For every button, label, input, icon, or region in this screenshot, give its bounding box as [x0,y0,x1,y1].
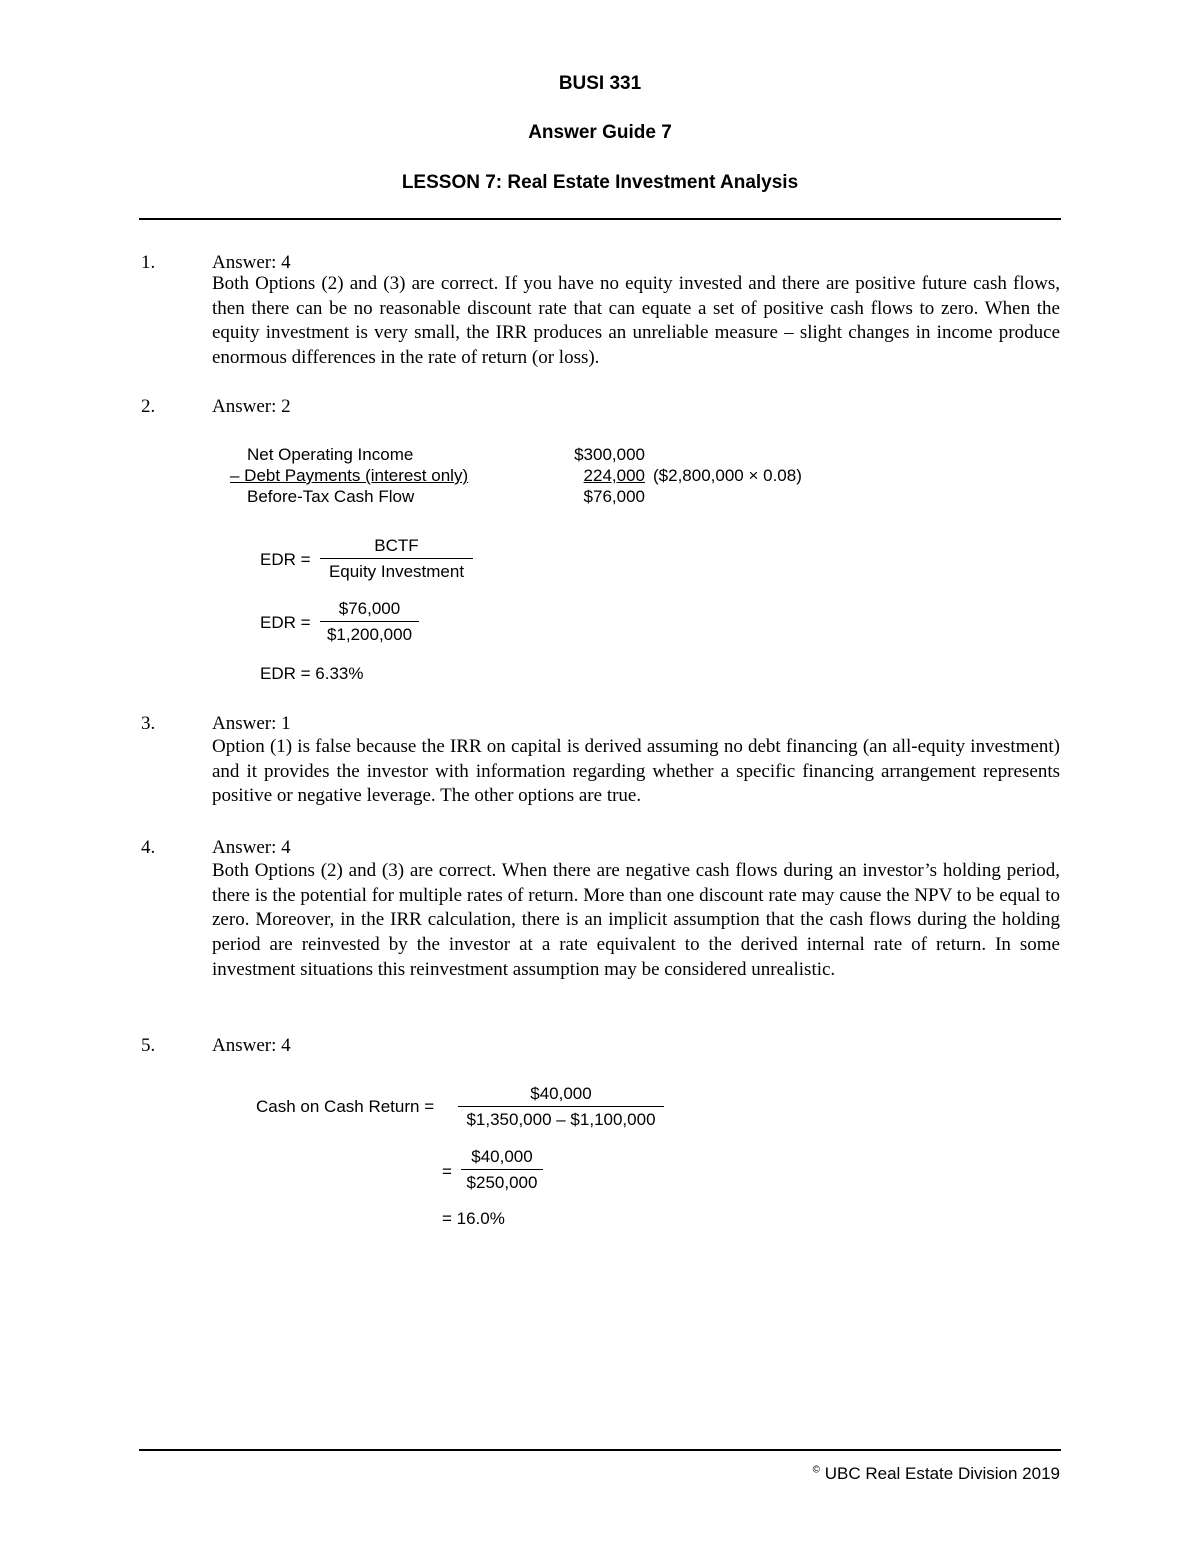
footer-text: UBC Real Estate Division 2019 [824,1464,1060,1483]
lesson-title: LESSON 7: Real Estate Investment Analysis [401,172,799,193]
cash-on-cash-equals: = [442,1162,452,1181]
edr-calc-denominator: $1,200,000 [326,625,413,644]
question-3-explanation: Option (1) is false because the IRR on capital is derived assuming no debt financing (an all-equity investment) and it provides the investor with information regarding whether a specific financing arrangement represents positive or negative leverage. The other options are true. [212,736,1060,807]
question-5-answer: Answer: 4 [212,1035,291,1056]
cashflow-label-debt: – Debt Payments (interest only) [230,466,469,485]
question-4-number: 4. [141,837,156,858]
cashflow-value-debt: 224,000 [583,466,645,485]
cashflow-note-debt: ($2,800,000 × 0.08) [653,466,802,485]
cash-on-cash-numerator-1: $40,000 [458,1084,664,1107]
cash-on-cash-numerator-2: $40,000 [461,1147,543,1170]
cash-on-cash-fraction-2 [461,1147,543,1193]
copyright-symbol: © [812,1464,820,1476]
cash-on-cash-result: = 16.0% [442,1209,505,1228]
footer-copyright [813,1464,1060,1484]
question-1-explanation: Both Options (2) and (3) are correct. If you have no equity invested and there are positive future cash flows, then there can be no reasonable discount rate that can equate a set of positive cash flows to zero. When the equity investment is very small, the IRR produces an unreliable measure – slight changes in income produce enormous differences in the rate of return (or loss). [212,273,1060,369]
cash-on-cash-fraction-1 [458,1084,664,1130]
edr-calc-fraction [320,599,419,645]
question-1-answer: Answer: 4 [212,252,291,273]
guide-title: Answer Guide 7 [528,122,672,143]
edr-formula-fraction [320,536,473,582]
course-title: BUSI 331 [558,73,642,94]
edr-label-1: EDR = [260,550,311,569]
question-3-number: 3. [141,713,156,734]
cashflow-label-btcf: Before-Tax Cash Flow [247,487,415,506]
cash-on-cash-label: Cash on Cash Return = [256,1097,435,1116]
question-1-number: 1. [141,252,156,273]
cash-on-cash-denominator-2: $250,000 [466,1173,538,1192]
edr-calc-numerator: $76,000 [320,599,419,622]
cashflow-value-btcf: $76,000 [583,487,645,506]
question-4-answer: Answer: 4 [212,837,291,858]
edr-formula-denominator: Equity Investment [328,562,465,581]
question-2-number: 2. [141,396,156,417]
edr-formula-numerator: BCTF [320,536,473,559]
edr-result: EDR = 6.33% [260,664,364,683]
cash-on-cash-denominator-1: $1,350,000 – $1,100,000 [466,1110,656,1129]
question-5-number: 5. [141,1035,156,1056]
question-3-answer: Answer: 1 [212,713,291,734]
cashflow-value-noi: $300,000 [574,445,645,464]
footer-divider [139,1449,1061,1451]
header-divider [139,218,1061,220]
question-4-explanation: Both Options (2) and (3) are correct. When there are negative cash flows during an investor’s holding period, there is the potential for multiple rates of return. More than one discount rate may cause the NPV to be equal to zero. Moreover, in the IRR calculation, there is an implicit assumption that the cash flows during the holding period are reinvested by the investor at a rate equivalent to the derived internal rate of return. In some investment situations this reinvestment assumption may be considered unrealistic. [212,860,1060,980]
question-2-answer: Answer: 2 [212,396,291,417]
edr-label-2: EDR = [260,613,311,632]
cashflow-label-noi: Net Operating Income [247,445,414,464]
